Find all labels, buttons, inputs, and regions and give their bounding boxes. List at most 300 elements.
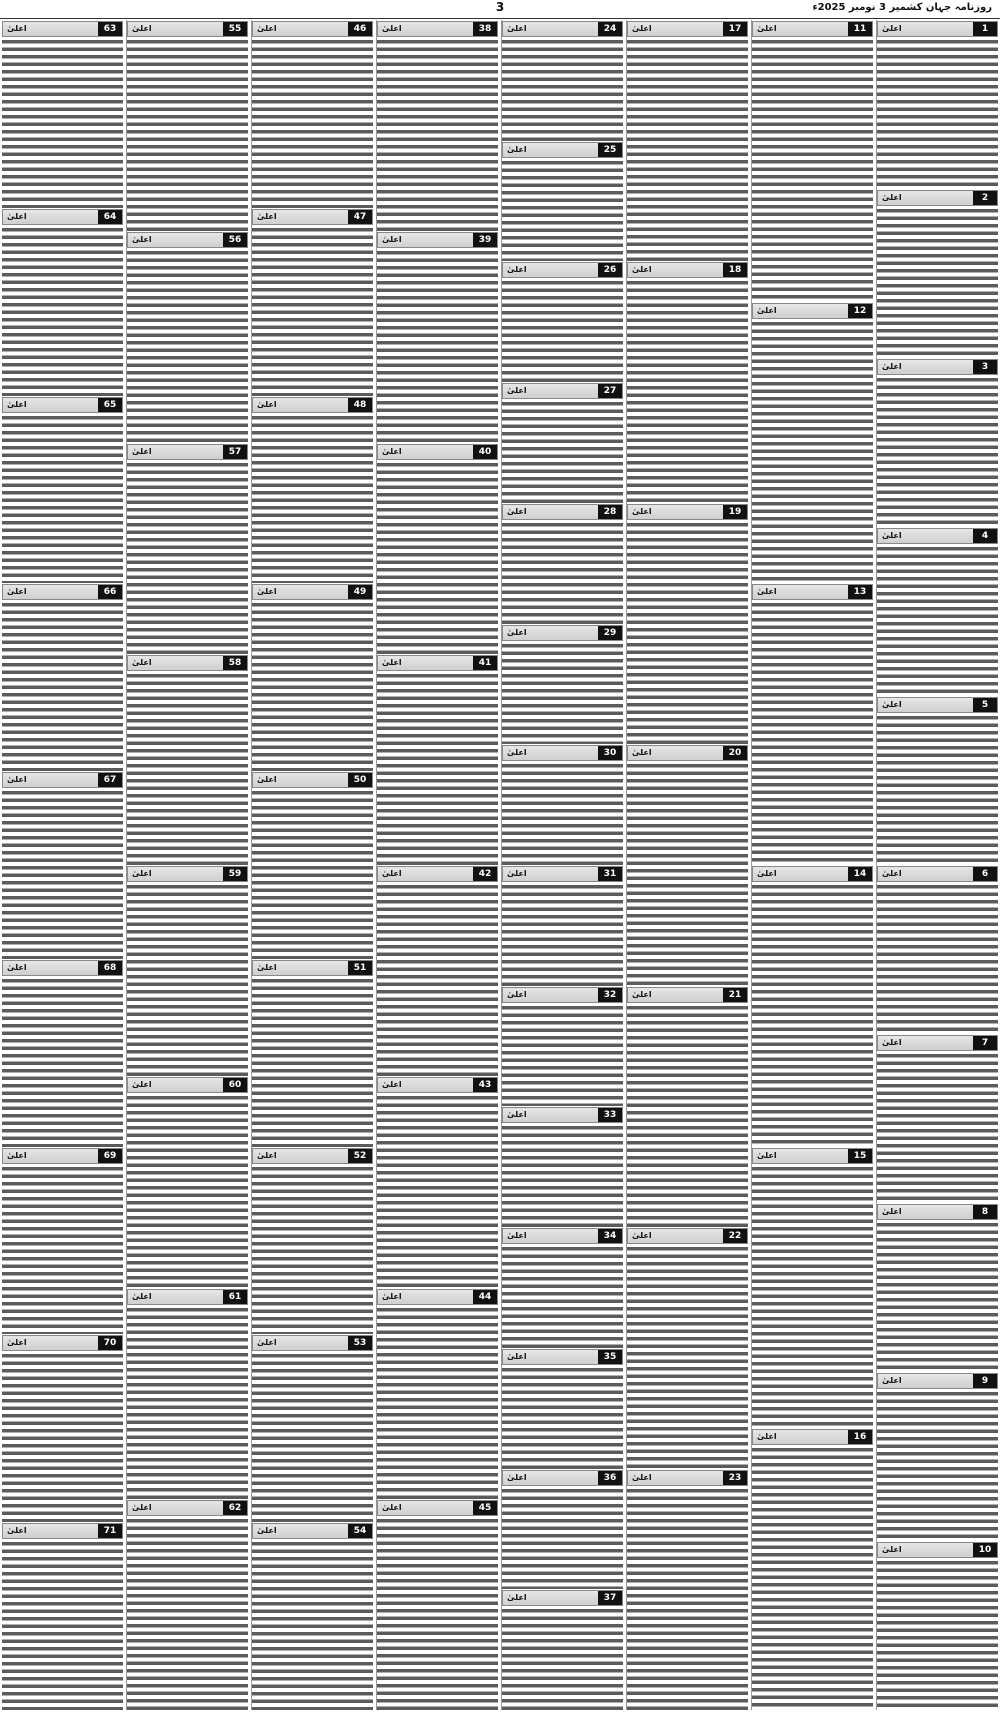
item-header <box>377 232 498 248</box>
item-header <box>377 655 498 671</box>
item-number: 19 <box>723 505 747 519</box>
item-number: 44 <box>473 1290 497 1304</box>
item-header <box>252 1335 373 1351</box>
item-badge: اعلیٰ <box>507 1351 527 1361</box>
item-badge: اعلیٰ <box>882 700 902 709</box>
item-number: 60 <box>223 1078 247 1092</box>
item-badge: اعلیٰ <box>507 989 527 999</box>
item-body-text <box>252 38 373 208</box>
column <box>126 20 248 1710</box>
item-number: 8 <box>973 1205 997 1219</box>
item-header <box>502 1470 623 1486</box>
item-body-text <box>377 883 498 1076</box>
item-header <box>2 1523 123 1539</box>
item-body-text <box>877 714 998 865</box>
item-badge: اعلیٰ <box>7 24 27 33</box>
item-body-text <box>502 400 623 503</box>
item-badge: اعلیٰ <box>382 657 402 667</box>
news-item <box>252 583 373 771</box>
item-header <box>752 303 873 319</box>
item-number: 33 <box>598 1108 622 1122</box>
item-number: 59 <box>223 867 247 881</box>
item-header <box>877 697 998 713</box>
item-number: 54 <box>348 1524 372 1538</box>
item-badge: اعلیٰ <box>507 748 527 758</box>
item-body-text <box>877 376 998 527</box>
item-badge: اعلیٰ <box>632 24 652 33</box>
item-body-text <box>2 789 123 959</box>
column <box>376 20 498 1710</box>
item-header <box>2 584 123 600</box>
item-number: 48 <box>348 398 372 412</box>
item-badge: اعلیٰ <box>132 657 152 667</box>
news-item <box>502 1227 623 1348</box>
item-header <box>377 21 498 37</box>
item-badge: اعلیٰ <box>507 627 527 637</box>
item-number: 41 <box>473 656 497 670</box>
item-number: 42 <box>473 867 497 881</box>
news-item <box>127 1499 248 1710</box>
item-body-text <box>752 601 873 865</box>
item-header <box>127 1077 248 1093</box>
item-header <box>377 1289 498 1305</box>
item-badge: اعلیٰ <box>257 1338 277 1348</box>
news-item <box>877 189 998 358</box>
item-body-text <box>252 1165 373 1335</box>
item-header <box>127 1289 248 1305</box>
item-body-text <box>502 159 623 262</box>
item-body-text <box>502 1245 623 1348</box>
column <box>626 20 748 1710</box>
item-header <box>252 1523 373 1539</box>
news-item <box>127 20 248 231</box>
item-number: 25 <box>598 143 622 157</box>
item-badge: اعلیٰ <box>257 1526 277 1536</box>
item-body-text <box>752 38 873 302</box>
item-badge: اعلیٰ <box>882 24 902 33</box>
item-badge: اعلیٰ <box>507 1110 527 1120</box>
item-body-text <box>252 414 373 584</box>
item-number: 61 <box>223 1290 247 1304</box>
item-badge: اعلیٰ <box>507 265 527 275</box>
item-body-text <box>877 1221 998 1372</box>
item-header <box>127 1500 248 1516</box>
item-body-text <box>752 1165 873 1429</box>
item-body-text <box>627 521 748 744</box>
item-badge: اعلیٰ <box>132 24 152 33</box>
item-body-text <box>252 1540 373 1710</box>
news-item <box>627 1227 748 1468</box>
item-header <box>752 21 873 37</box>
item-badge: اعلیٰ <box>632 506 652 516</box>
item-header <box>2 209 123 225</box>
news-item <box>877 527 998 696</box>
news-item <box>2 208 123 396</box>
item-header <box>502 745 623 761</box>
news-item <box>252 20 373 208</box>
item-body-text <box>502 1124 623 1227</box>
item-body-text <box>252 226 373 396</box>
news-item <box>2 396 123 584</box>
item-badge: اعلیٰ <box>507 506 527 516</box>
item-badge: اعلیٰ <box>7 1338 27 1348</box>
item-header <box>502 987 623 1003</box>
item-body-text <box>752 320 873 584</box>
item-header <box>502 262 623 278</box>
item-number: 40 <box>473 445 497 459</box>
news-item <box>877 358 998 527</box>
item-header <box>252 584 373 600</box>
item-header <box>502 1228 623 1244</box>
item-badge: اعلیٰ <box>882 1038 902 1047</box>
item-body-text <box>127 672 248 865</box>
item-number: 52 <box>348 1149 372 1163</box>
item-badge: اعلیٰ <box>257 775 277 785</box>
item-number: 2 <box>973 191 997 205</box>
item-badge: اعلیٰ <box>757 1432 777 1442</box>
item-header <box>127 866 248 882</box>
news-item <box>377 1288 498 1499</box>
item-number: 50 <box>348 773 372 787</box>
item-badge: اعلیٰ <box>7 211 27 221</box>
item-number: 11 <box>848 22 872 36</box>
item-badge: اعلیٰ <box>7 1526 27 1536</box>
item-body-text <box>377 672 498 865</box>
item-header <box>377 1077 498 1093</box>
item-number: 55 <box>223 22 247 36</box>
news-item <box>127 654 248 865</box>
item-badge: اعلیٰ <box>882 362 902 371</box>
item-body-text <box>2 1540 123 1710</box>
column <box>876 20 998 1710</box>
item-number: 21 <box>723 988 747 1002</box>
item-body-text <box>2 226 123 396</box>
item-header <box>252 209 373 225</box>
item-number: 49 <box>348 585 372 599</box>
item-header <box>127 444 248 460</box>
item-badge: اعلیٰ <box>882 193 902 202</box>
news-item <box>502 141 623 262</box>
item-header <box>627 1470 748 1486</box>
item-badge: اعلیٰ <box>632 989 652 999</box>
item-header <box>877 1204 998 1220</box>
item-header <box>502 1590 623 1606</box>
news-item <box>877 1034 998 1203</box>
item-badge: اعلیٰ <box>757 305 777 315</box>
item-header <box>2 397 123 413</box>
news-item <box>752 583 873 865</box>
item-number: 43 <box>473 1078 497 1092</box>
item-badge: اعلیٰ <box>632 1472 652 1482</box>
item-number: 68 <box>98 961 122 975</box>
item-body-text <box>252 1352 373 1522</box>
item-number: 15 <box>848 1149 872 1163</box>
item-badge: اعلیٰ <box>132 235 152 245</box>
item-number: 17 <box>723 22 747 36</box>
item-number: 24 <box>598 22 622 36</box>
news-item <box>502 20 623 141</box>
item-header <box>502 625 623 641</box>
item-header <box>377 866 498 882</box>
item-body-text <box>502 1607 623 1710</box>
item-badge: اعلیٰ <box>7 775 27 785</box>
item-body-text <box>627 1004 748 1227</box>
item-header <box>627 745 748 761</box>
news-item <box>377 443 498 654</box>
item-badge: اعلیٰ <box>757 587 777 597</box>
item-number: 18 <box>723 263 747 277</box>
item-number: 22 <box>723 1229 747 1243</box>
item-header <box>877 190 998 206</box>
item-body-text <box>502 1366 623 1469</box>
news-item <box>627 1469 748 1710</box>
column <box>251 20 373 1710</box>
news-item <box>502 986 623 1107</box>
columns-container <box>2 20 998 1710</box>
item-body-text <box>752 1446 873 1710</box>
item-number: 34 <box>598 1229 622 1243</box>
item-body-text <box>127 1094 248 1287</box>
item-header <box>502 866 623 882</box>
item-header <box>627 504 748 520</box>
news-item <box>502 1589 623 1710</box>
item-body-text <box>2 1352 123 1522</box>
news-item <box>752 20 873 302</box>
item-number: 29 <box>598 626 622 640</box>
item-badge: اعلیٰ <box>382 869 402 878</box>
item-badge: اعلیٰ <box>757 869 777 879</box>
item-number: 37 <box>598 1591 622 1605</box>
item-number: 35 <box>598 1350 622 1364</box>
item-header <box>752 1429 873 1445</box>
item-number: 47 <box>348 210 372 224</box>
item-body-text <box>502 1487 623 1590</box>
item-body-text <box>502 279 623 382</box>
item-body-text <box>627 38 748 261</box>
item-number: 5 <box>973 698 997 712</box>
item-badge: اعلیٰ <box>382 235 402 245</box>
item-body-text <box>2 414 123 584</box>
column <box>751 20 873 1710</box>
item-body-text <box>877 883 998 1034</box>
item-body-text <box>252 977 373 1147</box>
news-item <box>377 654 498 865</box>
news-item <box>2 20 123 208</box>
item-header <box>752 866 873 882</box>
item-body-text <box>502 642 623 745</box>
news-item <box>502 744 623 865</box>
item-badge: اعلیٰ <box>382 446 402 456</box>
item-badge: اعلیٰ <box>632 265 652 275</box>
item-badge: اعلیٰ <box>7 962 27 972</box>
item-number: 3 <box>973 360 997 374</box>
item-header <box>252 21 373 37</box>
item-badge: اعلیٰ <box>882 1545 902 1554</box>
item-header <box>627 21 748 37</box>
item-badge: اعلیٰ <box>507 1472 527 1482</box>
item-badge: اعلیٰ <box>507 869 527 879</box>
item-body-text <box>377 461 498 654</box>
item-badge: اعلیٰ <box>757 24 777 33</box>
item-header <box>502 1349 623 1365</box>
column <box>501 20 623 1710</box>
item-badge: اعلیٰ <box>382 1502 402 1512</box>
item-number: 64 <box>98 210 122 224</box>
item-body-text <box>127 1517 248 1710</box>
news-item <box>502 1469 623 1590</box>
item-body-text <box>2 38 123 208</box>
item-body-text <box>502 521 623 624</box>
item-badge: اعلیٰ <box>7 399 27 409</box>
news-item <box>502 865 623 986</box>
news-item <box>877 1541 998 1710</box>
news-item <box>377 865 498 1076</box>
news-item <box>127 1288 248 1499</box>
news-item <box>127 443 248 654</box>
page-number: 3 <box>495 0 505 14</box>
news-item <box>627 20 748 261</box>
item-header <box>377 1500 498 1516</box>
item-header <box>252 397 373 413</box>
news-item <box>752 865 873 1147</box>
item-header <box>252 772 373 788</box>
item-header <box>877 866 998 882</box>
item-body-text <box>127 1306 248 1499</box>
item-header <box>2 1335 123 1351</box>
news-item <box>627 261 748 502</box>
news-item <box>627 503 748 744</box>
item-badge: اعلیٰ <box>632 1231 652 1241</box>
news-item <box>2 771 123 959</box>
item-badge: اعلیٰ <box>757 1150 777 1160</box>
item-body-text <box>627 1245 748 1468</box>
item-badge: اعلیٰ <box>257 962 277 972</box>
item-badge: اعلیٰ <box>132 1291 152 1301</box>
news-item <box>502 1348 623 1469</box>
item-body-text <box>627 279 748 502</box>
item-header <box>502 504 623 520</box>
item-badge: اعلیٰ <box>257 211 277 221</box>
item-number: 13 <box>848 585 872 599</box>
news-item <box>627 744 748 985</box>
item-body-text <box>377 1517 498 1710</box>
item-header <box>877 1373 998 1389</box>
item-number: 27 <box>598 384 622 398</box>
news-item <box>127 865 248 1076</box>
item-body-text <box>377 1094 498 1287</box>
item-number: 53 <box>348 1336 372 1350</box>
item-badge: اعلیٰ <box>132 1502 152 1512</box>
item-header <box>2 772 123 788</box>
dateline: روزنامہ جہان کشمیر 3 نومبر 2025ء <box>812 2 992 13</box>
item-header <box>252 1148 373 1164</box>
item-body-text <box>502 1004 623 1107</box>
item-header <box>502 21 623 37</box>
item-header <box>877 1035 998 1051</box>
item-number: 65 <box>98 398 122 412</box>
item-number: 56 <box>223 233 247 247</box>
item-badge: اعلیٰ <box>882 1207 902 1216</box>
item-badge: اعلیٰ <box>257 399 277 409</box>
item-badge: اعلیٰ <box>382 1291 402 1301</box>
news-item <box>2 1334 123 1522</box>
item-number: 1 <box>973 22 997 36</box>
item-body-text <box>2 601 123 771</box>
item-number: 67 <box>98 773 122 787</box>
item-badge: اعلیٰ <box>257 1150 277 1160</box>
item-body-text <box>877 207 998 358</box>
news-item <box>752 1147 873 1429</box>
item-header <box>127 232 248 248</box>
item-badge: اعلیٰ <box>882 531 902 540</box>
news-item <box>877 1372 998 1541</box>
item-header <box>502 1107 623 1123</box>
item-body-text <box>627 762 748 985</box>
item-header <box>627 987 748 1003</box>
item-number: 30 <box>598 746 622 760</box>
item-badge: اعلیٰ <box>507 1593 527 1603</box>
item-header <box>502 383 623 399</box>
item-number: 39 <box>473 233 497 247</box>
column <box>2 20 123 1710</box>
item-badge: اعلیٰ <box>882 869 902 878</box>
news-item <box>627 986 748 1227</box>
news-item <box>752 302 873 584</box>
item-body-text <box>377 38 498 231</box>
news-item <box>127 231 248 442</box>
item-body-text <box>502 762 623 865</box>
item-header <box>252 960 373 976</box>
item-body-text <box>2 977 123 1147</box>
item-body-text <box>127 461 248 654</box>
item-badge: اعلیٰ <box>882 1376 902 1385</box>
item-number: 36 <box>598 1471 622 1485</box>
item-body-text <box>752 883 873 1147</box>
news-item <box>2 1147 123 1335</box>
item-body-text <box>877 1559 998 1710</box>
item-header <box>752 1148 873 1164</box>
item-number: 26 <box>598 263 622 277</box>
item-header <box>877 21 998 37</box>
news-item <box>877 20 998 189</box>
item-body-text <box>252 789 373 959</box>
item-number: 38 <box>473 22 497 36</box>
item-number: 71 <box>98 1524 122 1538</box>
item-header <box>752 584 873 600</box>
item-body-text <box>127 38 248 231</box>
masthead <box>0 0 1000 19</box>
item-body-text <box>877 545 998 696</box>
news-item <box>877 696 998 865</box>
item-badge: اعلیٰ <box>632 748 652 758</box>
item-header <box>2 1148 123 1164</box>
item-badge: اعلیٰ <box>507 1231 527 1241</box>
item-number: 10 <box>973 1543 997 1557</box>
item-header <box>627 1228 748 1244</box>
item-number: 66 <box>98 585 122 599</box>
item-header <box>2 21 123 37</box>
item-number: 28 <box>598 505 622 519</box>
news-item <box>2 1522 123 1710</box>
item-number: 32 <box>598 988 622 1002</box>
item-number: 14 <box>848 867 872 881</box>
news-item <box>502 382 623 503</box>
item-number: 20 <box>723 746 747 760</box>
item-number: 58 <box>223 656 247 670</box>
item-badge: اعلیٰ <box>382 1080 402 1090</box>
item-header <box>127 655 248 671</box>
item-badge: اعلیٰ <box>132 869 152 878</box>
